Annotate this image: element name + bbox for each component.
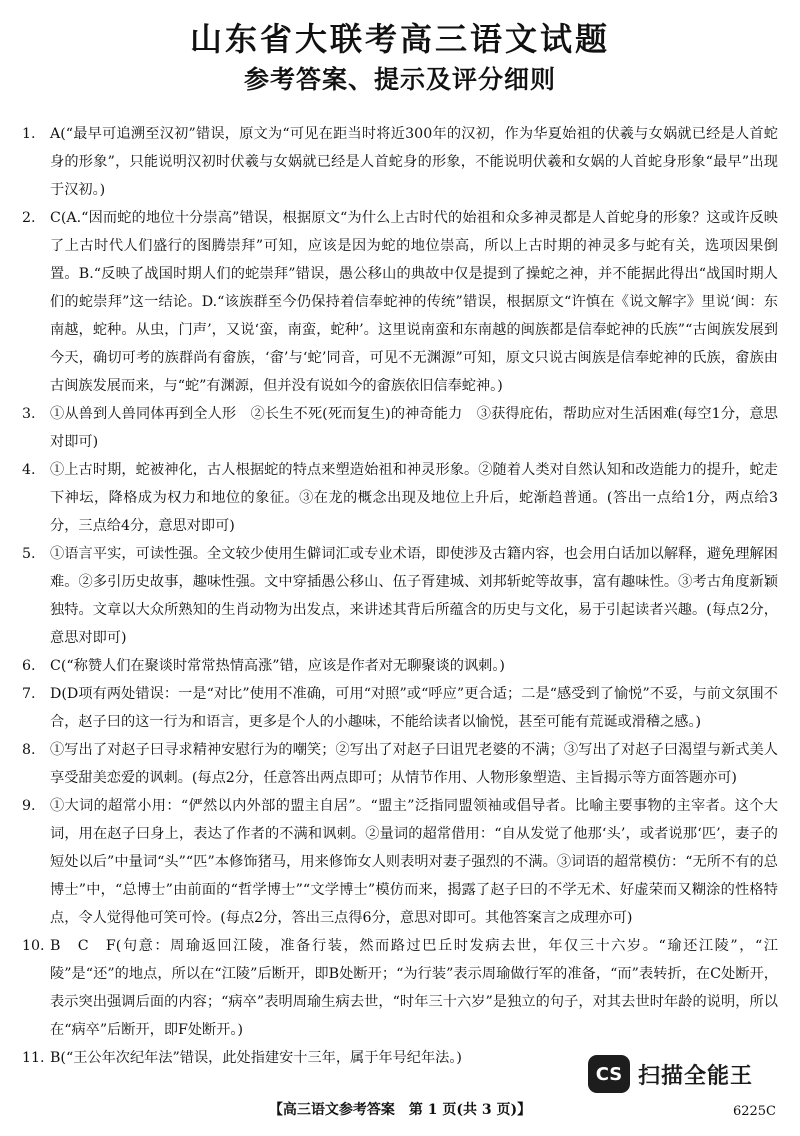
answer-number: 4. bbox=[22, 462, 36, 478]
answer-list bbox=[22, 120, 778, 1072]
answer-item bbox=[22, 540, 778, 652]
answer-text: C(A.“因而蛇的地位十分崇高”错误，根据原文“为什么上古时代的始祖和众多神灵都是人首蛇身的形象？这或许反映了上古时代人们盛行的图腾崇拜”可知，应该是因为蛇的地位崇高，所以上古时期的神灵多与蛇有关，选项因果倒置。B.“反映了战国时期人们的蛇崇拜”错误，愚公移山的典故中仅是提到了操蛇之神，并不能据此得出“战国时期人们的蛇崇拜”这一结论。D.“该族群至今仍保持着信奉蛇神的传统”错误，根据原文“许慎在《说文解字》里说‘闽：东南越，蛇种。从虫，门声’，又说‘蛮，南蛮，蛇种’。这里说南蛮和东南越的闽族都是信奉蛇神的氏族”“古闽族发展到今天，确切可考的族群尚有畲族，‘畲’与‘蛇’同音，可见不无渊源”可知，原文只说古闽族是信奉蛇神的氏族，畲族由古闽族发展而来，与“蛇”有渊源，但并没有说如今的畲族依旧信奉蛇神。) bbox=[50, 210, 778, 394]
answer-number: 3. bbox=[22, 406, 36, 422]
answer-item bbox=[22, 932, 778, 1044]
answer-item bbox=[22, 456, 778, 540]
document-title: 山东省大联考高三语文试题 bbox=[189, 20, 610, 58]
answer-text: B C F(句意：周瑜返回江陵，准备行装，然而路过巴丘时发病去世，年仅三十六岁。“瑜还江陵”，“江陵”是“还”的地点，所以在“江陵”后断开，即B处断开；“为行装”表示周瑜做行军的准备，“而”表转折，在C处断开，表示突出强调后面的内容；“病卒”表明周瑜生病去世，“时年三十六岁”是独立的句子，对其去世时年龄的说明，所以在“病卒”后断开，即F处断开。) bbox=[50, 938, 778, 1038]
document-subtitle: 参考答案、提示及评分细则 bbox=[243, 65, 556, 94]
answer-item bbox=[22, 120, 778, 204]
answer-item bbox=[22, 792, 778, 932]
answer-number: 11. bbox=[22, 1050, 45, 1066]
answer-number: 7. bbox=[22, 686, 36, 702]
document-code: 6225C bbox=[732, 1104, 776, 1119]
answer-number: 6. bbox=[22, 658, 36, 674]
answer-text: ①从兽到人兽同体再到全人形 ②长生不死(死而复生)的神奇能力 ③获得庇佑，帮助应对生活困难(每空1分，意思对即可) bbox=[50, 406, 778, 450]
answer-text: B(“王公年次纪年法”错误，此处指建安十三年，属于年号纪年法。) bbox=[50, 1050, 462, 1066]
answer-text: A(“最早可追溯至汉初”错误，原文为“可见在距当时将近300年的汉初，作为华夏始祖的伏羲与女娲就已经是人首蛇身的形象”，只能说明汉初时伏羲与女娲就已经是人首蛇身的形象，不能说明伏羲和女娲的人首蛇身形象“最早”出现于汉初。) bbox=[50, 126, 778, 198]
answer-text: ①写出了对赵子曰寻求精神安慰行为的嘲笑；②写出了对赵子曰诅咒老婆的不满；③写出了对赵子曰渴望与新式美人享受甜美恋爱的讽刺。(每点2分，任意答出两点即可；从情节作用、人物形象塑造、主旨揭示等方面答题亦可) bbox=[50, 742, 778, 786]
answer-text: ①上古时期，蛇被神化，古人根据蛇的特点来塑造始祖和神灵形象。②随着人类对自然认知和改造能力的提升，蛇走下神坛，降格成为权力和地位的象征。③在龙的概念出现及地位上升后，蛇渐趋普通。(答出一点给1分，两点给3分，三点给4分，意思对即可) bbox=[50, 462, 778, 534]
page-footer: 【高三语文参考答案 第 1 页(共 3 页)】 bbox=[268, 1102, 532, 1118]
answer-text: C(“称赞人们在聚谈时常常热情高涨”错，应该是作者对无聊聚谈的讽刺。) bbox=[50, 658, 505, 674]
answer-text: D(D项有两处错误：一是“对比”使用不准确，可用“对照”或“呼应”更合适；二是“感受到了愉悦”不妥，与前文氛围不合，赵子曰的这一行为和语言，更多是个人的小趣味，不能给读者以愉悦，甚至可能有荒诞或滑稽之感。) bbox=[50, 686, 778, 730]
answer-number: 8. bbox=[22, 742, 36, 758]
watermark-brand: 扫描全能王 bbox=[638, 1063, 754, 1089]
answer-item bbox=[22, 736, 778, 792]
answer-number: 2. bbox=[22, 210, 36, 226]
answer-text: ①语言平实，可读性强。全文较少使用生僻词汇或专业术语，即使涉及古籍内容，也会用白话加以解释，避免理解困难。②多引历史故事，趣味性强。文中穿插愚公移山、伍子胥建城、刘邦斩蛇等故事，富有趣味性。③考古角度新颖独特。文章以大众所熟知的生肖动物为出发点，来讲述其背后所蕴含的历史与文化，易于引起读者兴趣。(每点2分，意思对即可) bbox=[50, 546, 778, 646]
answer-number: 9. bbox=[22, 798, 36, 814]
answer-text: ①大词的超常小用：“俨然以内外部的盟主自居”。“盟主”泛指同盟领袖或倡导者。比喻主要事物的主宰者。这个大词，用在赵子曰身上，表达了作者的不满和讽刺。②量词的超常借用：“自从发觉了他那‘头’，或者说那‘匹’，妻子的短处以后”中量词“头”“匹”本修饰猪马，用来修饰女人则表明对妻子强烈的不满。③词语的超常模仿：“无所不有的总博士”中，“总博士”由前面的“哲学博士”“文学博士”模仿而来，揭露了赵子曰的不学无术、好虚荣而又糊涂的性格特点，令人觉得他可笑可怜。(每点2分，答出三点得6分，意思对即可。其他答案言之成理亦可) bbox=[50, 798, 778, 926]
camscanner-logo-icon: CS bbox=[588, 1055, 630, 1093]
answer-item bbox=[22, 652, 778, 680]
answer-number: 1. bbox=[22, 126, 36, 142]
answer-number: 10. bbox=[22, 938, 45, 954]
scanner-watermark bbox=[588, 1054, 753, 1094]
answer-number: 5. bbox=[22, 546, 36, 562]
answer-item bbox=[22, 400, 778, 456]
answer-item bbox=[22, 680, 778, 736]
answer-item bbox=[22, 204, 778, 400]
